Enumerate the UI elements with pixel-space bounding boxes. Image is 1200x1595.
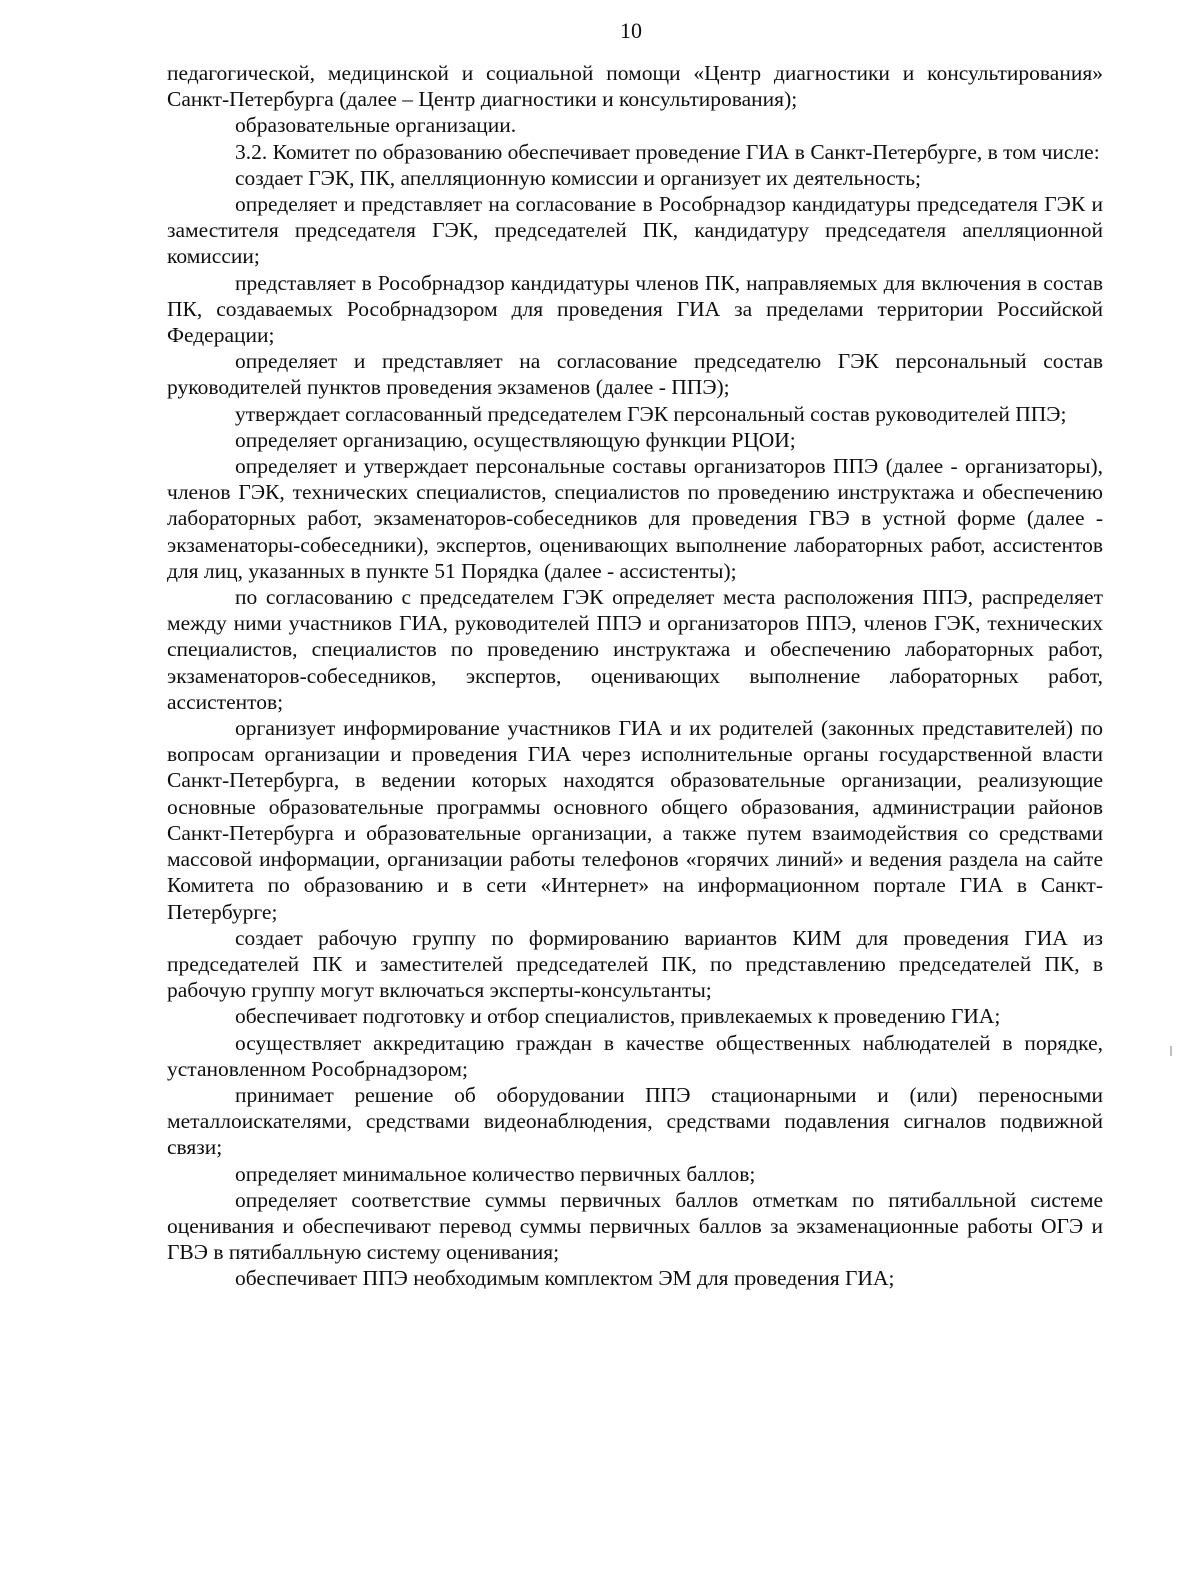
- paragraph: создает рабочую группу по формированию вариантов КИМ для проведения ГИА из председателей ПК и заместителей председателей ПК, по представлению председателей ПК, в рабочую группу могут включаться эксперты-консультанты;: [167, 925, 1103, 1003]
- paragraph: утверждает согласованный председателем ГЭК персональный состав руководителей ППЭ;: [235, 401, 1067, 426]
- paragraph: обеспечивает ППЭ необходимым комплектом ЭМ для проведения ГИА;: [235, 1266, 895, 1291]
- paragraph: определяет и утверждает персональные составы организаторов ППЭ (далее - организаторы), членов ГЭК, технических специалистов, специалистов по проведению инструктажа и обеспечению лабораторных работ, экзаменаторов-собеседников для проведения ГВЭ в устной форме (далее - экзаменаторы-собеседники), экспертов, оценивающих выполнение лабораторных работ, ассистентов для лиц, указанных в пункте 51 Порядка (далее - ассистенты);: [167, 454, 1103, 583]
- paragraph: 3.2. Комитет по образованию обеспечивает проведение ГИА в Санкт-Петербурге, в том числе:: [235, 139, 1100, 164]
- paragraph: принимает решение об оборудовании ППЭ стационарными и (или) переносными металлоискателями, средствами видеонаблюдения, средствами подавления сигналов подвижной связи;: [167, 1082, 1103, 1160]
- document-body: [167, 60, 1103, 1292]
- paragraph: обеспечивает подготовку и отбор специалистов, привлекаемых к проведению ГИА;: [235, 1004, 1001, 1029]
- paragraph: определяет организацию, осуществляющую функции РЦОИ;: [235, 427, 796, 452]
- page-number: 10: [620, 18, 642, 43]
- paragraph: образовательные организации.: [235, 113, 517, 138]
- paragraph: создает ГЭК, ПК, апелляционную комиссии и организует их деятельность;: [235, 165, 921, 190]
- paragraph: определяет минимальное количество первичных баллов;: [235, 1161, 756, 1186]
- paragraph: педагогической, медицинской и социальной помощи «Центр диагностики и консультирования» Санкт-Петербурга (далее – Центр диагностики и консультирования);: [167, 61, 1103, 112]
- paragraph: осуществляет аккредитацию граждан в качестве общественных наблюдателей в порядке, установленном Рособрнадзором;: [167, 1030, 1103, 1081]
- scan-edge-mark: [1170, 1046, 1172, 1056]
- paragraph: по согласованию с председателем ГЭК определяет места расположения ППЭ, распределяет между ними участников ГИА, руководителей ППЭ и организаторов ППЭ, членов ГЭК, технических специалистов, специалистов по проведению инструктажа и обеспечению лабораторных работ, экзаменаторов-собеседников, экспертов, оценивающих выполнение лабораторных работ, ассистентов;: [167, 585, 1103, 714]
- paragraph: определяет и представляет на согласование в Рособрнадзор кандидатуры председателя ГЭК и заместителя председателя ГЭК, председателей ПК, кандидатуру председателя апелляционной комиссии;: [167, 192, 1103, 269]
- paragraph: организует информирование участников ГИА и их родителей (законных представителей) по вопросам организации и проведения ГИА через исполнительные органы государственной власти Санкт-Петербурга, в ведении которых находятся образовательные организации, реализующие основные образовательные программы основного общего образования, администрации районов Санкт-Петербурга и образовательные организации, а также путем взаимодействия со средствами массовой информации, организации работы телефонов «горячих линий» и ведения раздела на сайте Комитета по образованию и в сети «Интернет» на информационном портале ГИА в Санкт-Петербурге;: [167, 716, 1103, 924]
- paragraph: представляет в Рособрнадзор кандидатуры членов ПК, направляемых для включения в состав ПК, создаваемых Рособрнадзором для проведения ГИА за пределами территории Российской Федерации;: [167, 270, 1103, 348]
- paragraph: определяет и представляет на согласование председателю ГЭК персональный состав руководителей пунктов проведения экзаменов (далее - ППЭ);: [167, 349, 1103, 400]
- paragraph: определяет соответствие суммы первичных баллов отметкам по пятибалльной системе оценивания и обеспечивают перевод суммы первичных баллов за экзаменационные работы ОГЭ и ГВЭ в пятибалльную систему оценивания;: [167, 1187, 1103, 1265]
